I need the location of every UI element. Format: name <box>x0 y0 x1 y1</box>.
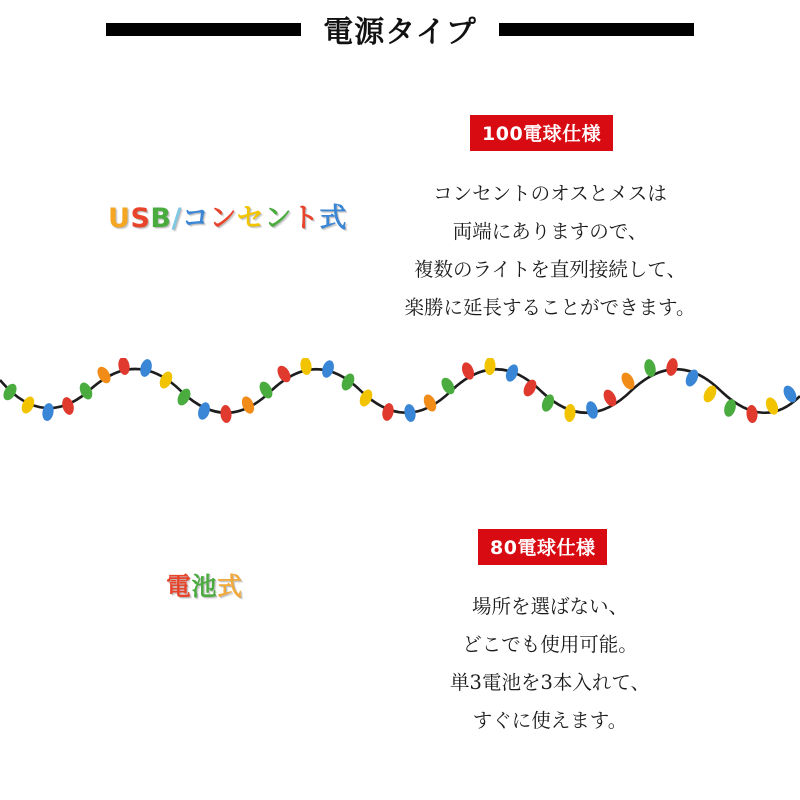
wordart-letter: ト <box>291 203 320 234</box>
wordart-letter: ン <box>264 203 292 234</box>
wordart-letter: 式 <box>319 203 347 234</box>
string-lights-illustration <box>0 358 800 453</box>
description-100 <box>380 175 720 327</box>
power-type-label-battery <box>166 567 243 603</box>
description-line: 楽勝に延長することができます。 <box>404 296 696 320</box>
wordart-letter: 池 <box>191 572 218 601</box>
wordart-letter: / <box>171 203 182 234</box>
status-badge-100: 100電球仕様 <box>470 115 613 151</box>
power-type-label-usb <box>108 196 347 235</box>
description-line: コンセントのオスとメスは <box>433 182 667 205</box>
wordart-letter: U <box>108 203 131 234</box>
wordart-letter: 式 <box>217 572 243 601</box>
description-line: すぐに使えます。 <box>472 709 628 733</box>
wordart-letter: コ <box>181 203 210 234</box>
light-wire <box>0 369 800 413</box>
wordart-letter: S <box>130 203 151 234</box>
header-rule-left <box>106 23 301 36</box>
string-lights-svg <box>0 358 800 453</box>
wordart-letter: セ <box>236 203 265 234</box>
description-line: 場所を選ばない、 <box>471 595 628 618</box>
status-badge-80: 80電球仕様 <box>478 529 607 565</box>
wordart-letter: B <box>150 203 172 234</box>
description-line: 複数のライトを直列接続して、 <box>413 258 687 282</box>
page-title: 電源タイプ <box>323 15 477 50</box>
page-header <box>0 0 800 58</box>
description-80 <box>420 588 680 740</box>
description-line: 単3電池を3本入れて、 <box>450 671 650 695</box>
wordart-letter: 電 <box>166 572 192 601</box>
wordart-letter: ン <box>209 203 237 234</box>
header-rule-right <box>499 23 694 36</box>
description-line: どこでも使用可能。 <box>462 633 638 657</box>
description-line: 両端にありますので、 <box>452 220 648 244</box>
